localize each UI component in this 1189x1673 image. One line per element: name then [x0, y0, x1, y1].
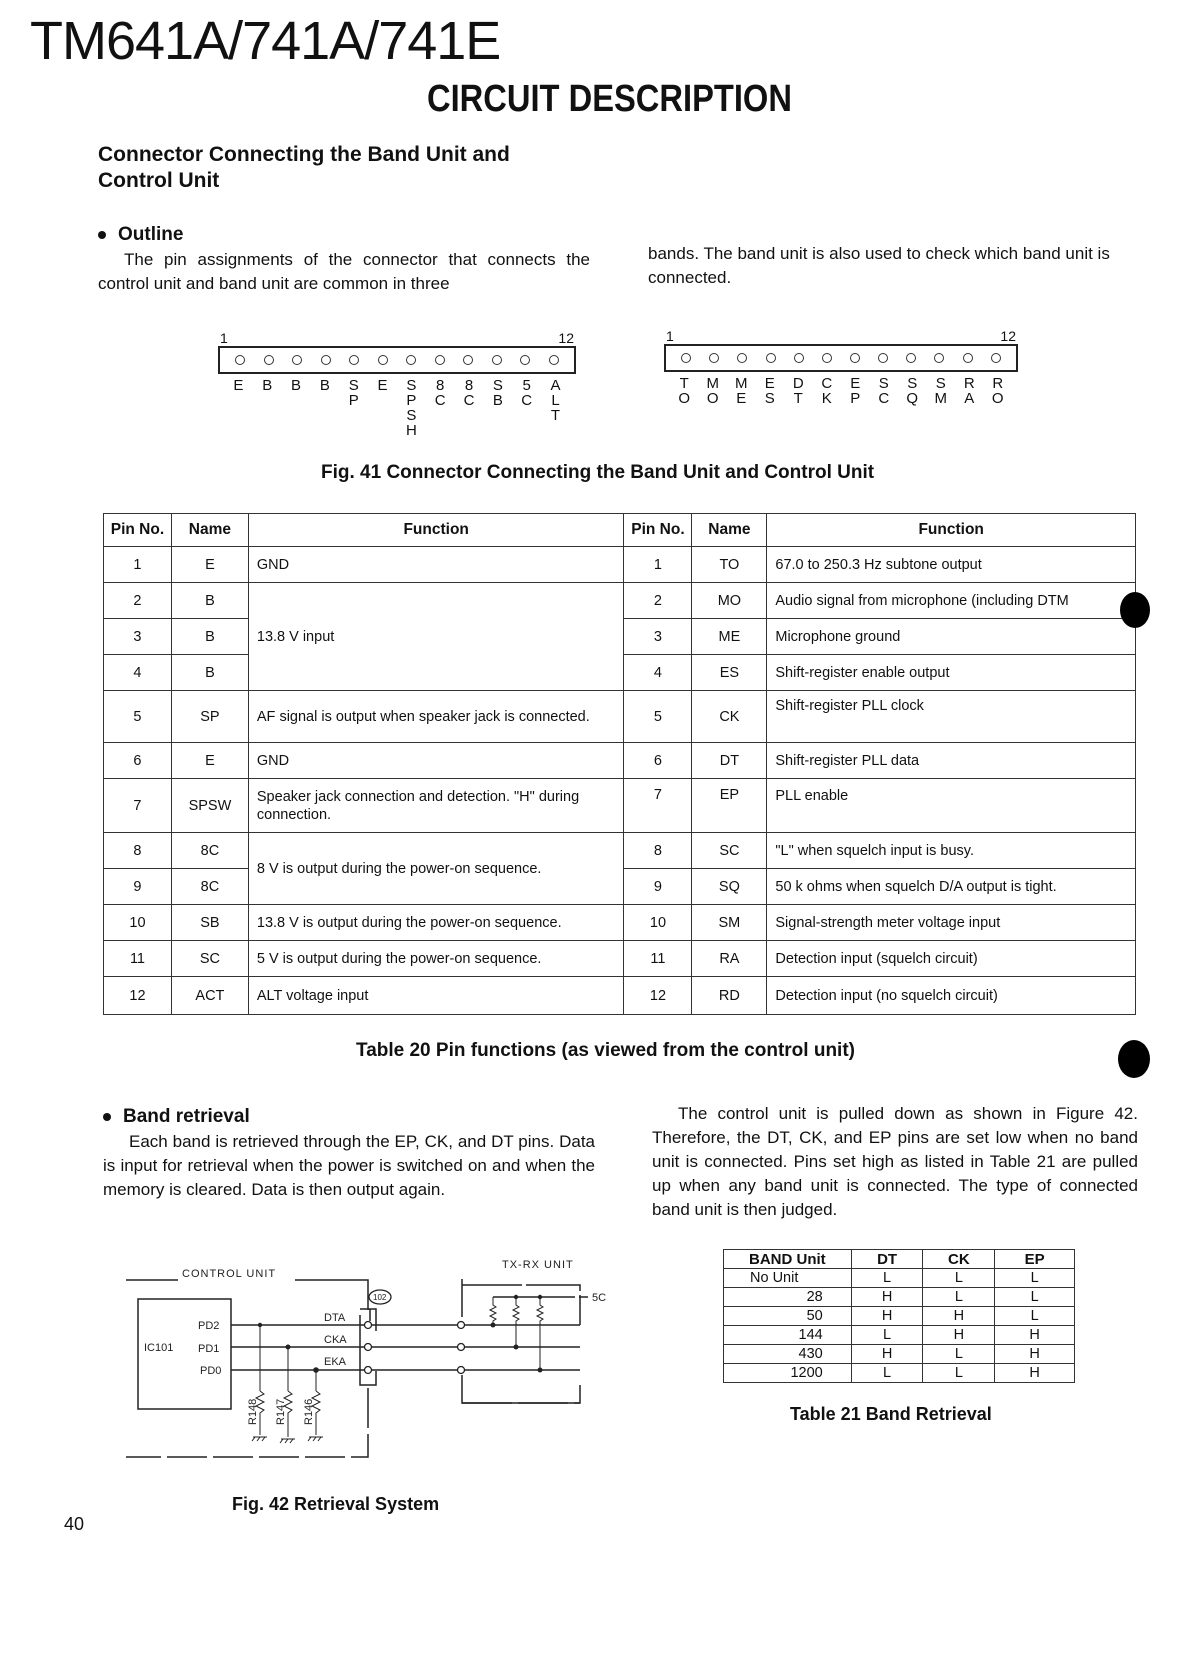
col-function: Function: [767, 514, 1136, 547]
pin-hole-icon: [991, 353, 1001, 363]
pin-name: RA: [692, 941, 767, 977]
pin-name: EP: [692, 779, 767, 833]
table-row: [724, 1326, 1075, 1345]
pin-last-label: 12: [1000, 328, 1016, 344]
pin-label: 5C: [521, 377, 533, 409]
pin-function: Signal-strength meter voltage input: [767, 905, 1136, 941]
table-row: [104, 547, 1136, 583]
pin-function: 13.8 V is output during the power-on sequence.: [248, 905, 624, 941]
col-pin: Pin No.: [624, 514, 692, 547]
ck-value: L: [923, 1288, 995, 1307]
outline-text-right: bands. The band unit is also used to check which band unit is connected.: [648, 244, 1110, 287]
pin-label: 8C: [434, 377, 446, 409]
pin-function: Detection input (no squelch circuit): [767, 977, 1136, 1015]
table-row: [104, 691, 1136, 743]
ck-value: L: [923, 1364, 995, 1383]
pin-name: ES: [692, 655, 767, 691]
dt-value: L: [851, 1269, 923, 1288]
pin-no: 8: [104, 833, 172, 869]
ep-value: H: [995, 1326, 1075, 1345]
pin-no: 1: [104, 547, 172, 583]
pin-no: 10: [104, 905, 172, 941]
pin-hole-icon: [321, 355, 331, 365]
pin-no: 6: [624, 743, 692, 779]
pin-name: 8C: [171, 869, 248, 905]
pin-no: 4: [624, 655, 692, 691]
pin-name: SM: [692, 905, 767, 941]
pin-no: 5: [104, 691, 172, 743]
pin-name: DT: [692, 743, 767, 779]
retrieval-system-schematic: [110, 1225, 630, 1475]
outline-heading-text: Outline: [118, 224, 184, 245]
ep-value: H: [995, 1345, 1075, 1364]
pin-hole-icon: [822, 353, 832, 363]
pin-label: SPSH: [405, 377, 417, 439]
band-unit: 1200: [724, 1364, 852, 1383]
band-retrieval-heading: [103, 1106, 250, 1128]
pin-label: 8C: [463, 377, 475, 409]
pin-function: AF signal is output when speaker jack is connected.: [248, 691, 624, 743]
band-unit: 28: [724, 1288, 852, 1307]
ep-value: H: [995, 1364, 1075, 1383]
connector-ref-label: 102: [373, 1293, 387, 1302]
table-row: [104, 905, 1136, 941]
table-header-row: [724, 1250, 1075, 1269]
pin-no: 7: [624, 779, 692, 833]
ic-pin-label: PD1: [198, 1343, 220, 1355]
pin-label: RO: [991, 375, 1004, 407]
connector-left: [218, 330, 576, 438]
pin-function-table: [103, 513, 1136, 1015]
pin-no: 7: [104, 779, 172, 833]
pin-hole-icon: [878, 353, 888, 363]
resistor-label: R147: [275, 1398, 287, 1425]
signal-label: DTA: [324, 1312, 346, 1324]
pin-function: Shift-register PLL data: [767, 743, 1136, 779]
pin-label: EP: [850, 375, 861, 407]
pin-no: 9: [624, 869, 692, 905]
band-retrieval-table: [723, 1249, 1075, 1383]
pin-name: ACT: [171, 977, 248, 1015]
pin-hole-icon: [378, 355, 388, 365]
pin-name: ME: [692, 619, 767, 655]
pin-hole-icon: [963, 353, 973, 363]
outline-text-left: The pin assignments of the connector that connects the control unit and band unit are common in three: [98, 250, 590, 293]
pin-hole-icon: [520, 355, 530, 365]
pin-no: 11: [624, 941, 692, 977]
pin-no: 12: [104, 977, 172, 1015]
pin-hole-icon: [292, 355, 302, 365]
ck-value: L: [923, 1345, 995, 1364]
dt-value: H: [851, 1288, 923, 1307]
pin-hole-icon: [934, 353, 944, 363]
pin-first-label: 1: [220, 330, 228, 346]
pin-function: Shift-register PLL clock: [767, 691, 1136, 743]
dt-value: H: [851, 1345, 923, 1364]
ck-value: L: [923, 1269, 995, 1288]
pin-no: 8: [624, 833, 692, 869]
pin-last-label: 12: [558, 330, 574, 346]
pin-function: GND: [248, 547, 624, 583]
col-name: Name: [692, 514, 767, 547]
band-unit: 144: [724, 1326, 852, 1345]
pin-function: 8 V is output during the power-on sequence.: [248, 833, 624, 905]
pin-name: SB: [171, 905, 248, 941]
resistor-label: R148: [247, 1398, 259, 1425]
pin-label: SP: [348, 377, 359, 409]
signal-label: CKA: [324, 1334, 347, 1346]
pin-hole-icon: [709, 353, 719, 363]
pin-function: Shift-register enable output: [767, 655, 1136, 691]
pin-hole-icon: [463, 355, 473, 365]
pin-name: CK: [692, 691, 767, 743]
col-function: Function: [248, 514, 624, 547]
pin-name: B: [171, 619, 248, 655]
pin-no: 10: [624, 905, 692, 941]
pin-name: SPSW: [171, 779, 248, 833]
pin-function: Detection input (squelch circuit): [767, 941, 1136, 977]
pin-function: Speaker jack connection and detection. "H" during connection.: [248, 779, 624, 833]
pin-label: CK: [821, 375, 833, 407]
connector-body: [218, 346, 576, 374]
pin-name: SQ: [692, 869, 767, 905]
band-retrieval-text-left: Each band is retrieved through the EP, CK, and DT pins. Data is input for retrieval when the power is switched on and when the memory is cleared. Data is then output again.: [103, 1132, 595, 1199]
col-name: Name: [171, 514, 248, 547]
punch-hole-icon: [1120, 592, 1150, 628]
pin-function: 5 V is output during the power-on sequence.: [248, 941, 624, 977]
table-row: [724, 1364, 1075, 1383]
pin-no: 12: [624, 977, 692, 1015]
band-retrieval-text-right: The control unit is pulled down as shown in Figure 42. Therefore, the DT, CK, and EP pins are set low when no band unit is connected. Pins set high as listed in Table 21 are pulled up when any band unit is connected. The type of connected band unit is then judged.: [652, 1104, 1138, 1219]
pin-hole-icon: [794, 353, 804, 363]
table-row: [724, 1307, 1075, 1326]
pin-first-label: 1: [666, 328, 674, 344]
band-unit: 430: [724, 1345, 852, 1364]
pin-name: B: [171, 655, 248, 691]
table-row: [724, 1288, 1075, 1307]
pin-hole-icon: [681, 353, 691, 363]
pin-label: RA: [963, 375, 975, 407]
pin-hole-icon: [349, 355, 359, 365]
pin-no: 4: [104, 655, 172, 691]
dt-value: L: [851, 1326, 923, 1345]
pin-hole-icon: [235, 355, 245, 365]
supply-label: 5C: [592, 1292, 607, 1304]
punch-hole-icon: [1118, 1040, 1150, 1078]
ic-label: IC101: [144, 1342, 174, 1354]
col-pin: Pin No.: [104, 514, 172, 547]
fig42-caption: Fig. 42 Retrieval System: [232, 1494, 440, 1514]
pin-label: MO: [706, 375, 719, 407]
col-ep: EP: [995, 1250, 1075, 1269]
pin-no: 11: [104, 941, 172, 977]
pin-function: Microphone ground: [767, 619, 1136, 655]
pin-name: SP: [171, 691, 248, 743]
col-ck: CK: [923, 1250, 995, 1269]
pin-label: ME: [735, 375, 748, 407]
pin-hole-icon: [549, 355, 559, 365]
pin-function: GND: [248, 743, 624, 779]
page-number: 40: [64, 1514, 85, 1534]
bullet-icon: [98, 231, 106, 239]
table-row: [104, 779, 1136, 833]
pin-no: 3: [624, 619, 692, 655]
pin-function: PLL enable: [767, 779, 1136, 833]
resistor-label: R146: [303, 1398, 315, 1425]
model-title: TM641A/741A/741E: [30, 11, 501, 71]
pin-no: 6: [104, 743, 172, 779]
pin-label: SQ: [906, 375, 919, 407]
connector-body: [664, 344, 1018, 372]
table-row: [104, 833, 1136, 869]
pin-label: E: [233, 377, 244, 394]
pin-hole-icon: [406, 355, 416, 365]
pin-no: 1: [624, 547, 692, 583]
table-row: [724, 1269, 1075, 1288]
pin-name: E: [171, 743, 248, 779]
table-row: [104, 743, 1136, 779]
txrx-unit-label: TX-RX UNIT: [502, 1259, 574, 1271]
pin-function: Audio signal from microphone (including DTM: [767, 583, 1136, 619]
pin-no: 2: [624, 583, 692, 619]
table-header-row: [104, 514, 1136, 547]
pin-function: 50 k ohms when squelch D/A output is tight.: [767, 869, 1136, 905]
fig41-caption: Fig. 41 Connector Connecting the Band Unit and Control Unit: [321, 462, 875, 483]
pin-no: 3: [104, 619, 172, 655]
pin-name: TO: [692, 547, 767, 583]
band-retrieval-heading-text: Band retrieval: [123, 1106, 250, 1127]
pin-label: B: [319, 377, 330, 394]
pin-hole-icon: [264, 355, 274, 365]
ck-value: H: [923, 1326, 995, 1345]
connector-pin-labels: [218, 378, 576, 438]
dt-value: L: [851, 1364, 923, 1383]
table-row: [724, 1345, 1075, 1364]
connector-pin-labels: [664, 376, 1018, 406]
pin-name: RD: [692, 977, 767, 1015]
pin-no: 2: [104, 583, 172, 619]
pin-name: B: [171, 583, 248, 619]
pin-function: 67.0 to 250.3 Hz subtone output: [767, 547, 1136, 583]
pin-label: ES: [764, 375, 775, 407]
connector-right: [664, 328, 1018, 406]
pin-hole-icon: [850, 353, 860, 363]
table20-caption: Table 20 Pin functions (as viewed from the control unit): [356, 1040, 855, 1061]
pin-hole-icon: [737, 353, 747, 363]
pin-label: E: [377, 377, 388, 394]
pin-name: MO: [692, 583, 767, 619]
pin-name: SC: [171, 941, 248, 977]
pin-hole-icon: [492, 355, 502, 365]
pin-no: 9: [104, 869, 172, 905]
col-band-unit: BAND Unit: [724, 1250, 852, 1269]
ck-value: H: [923, 1307, 995, 1326]
pin-hole-icon: [906, 353, 916, 363]
pin-label: ALT: [550, 377, 561, 424]
control-unit-label: CONTROL UNIT: [182, 1268, 277, 1280]
table-row: [104, 977, 1136, 1015]
ep-value: L: [995, 1269, 1075, 1288]
ic-pin-label: PD2: [198, 1320, 220, 1332]
band-unit: No Unit: [724, 1269, 852, 1288]
table-row: [104, 941, 1136, 977]
band-unit: 50: [724, 1307, 852, 1326]
pin-name: 8C: [171, 833, 248, 869]
pin-label: TO: [678, 375, 691, 407]
pin-hole-icon: [435, 355, 445, 365]
pin-label: SC: [878, 375, 890, 407]
ep-value: L: [995, 1288, 1075, 1307]
signal-label: EKA: [324, 1356, 347, 1368]
subtitle: Connector Connecting the Band Unit and Control Unit: [98, 143, 510, 192]
pin-label: B: [262, 377, 273, 394]
pin-function: "L" when squelch input is busy.: [767, 833, 1136, 869]
pin-label: SM: [934, 375, 947, 407]
pin-function: ALT voltage input: [248, 977, 624, 1015]
pin-name: E: [171, 547, 248, 583]
pin-label: B: [291, 377, 302, 394]
table-row: [104, 583, 1136, 619]
pin-no: 5: [624, 691, 692, 743]
table21-caption: Table 21 Band Retrieval: [790, 1404, 992, 1424]
col-dt: DT: [851, 1250, 923, 1269]
ep-value: L: [995, 1307, 1075, 1326]
ic-pin-label: PD0: [200, 1365, 222, 1377]
pin-name: SC: [692, 833, 767, 869]
pin-label: SB: [492, 377, 503, 409]
dt-value: H: [851, 1307, 923, 1326]
pin-label: DT: [792, 375, 804, 407]
bullet-icon: [103, 1113, 111, 1121]
outline-heading: [98, 224, 183, 246]
pin-function: 13.8 V input: [248, 583, 624, 691]
pin-hole-icon: [766, 353, 776, 363]
section-title: CIRCUIT DESCRIPTION: [427, 78, 792, 120]
